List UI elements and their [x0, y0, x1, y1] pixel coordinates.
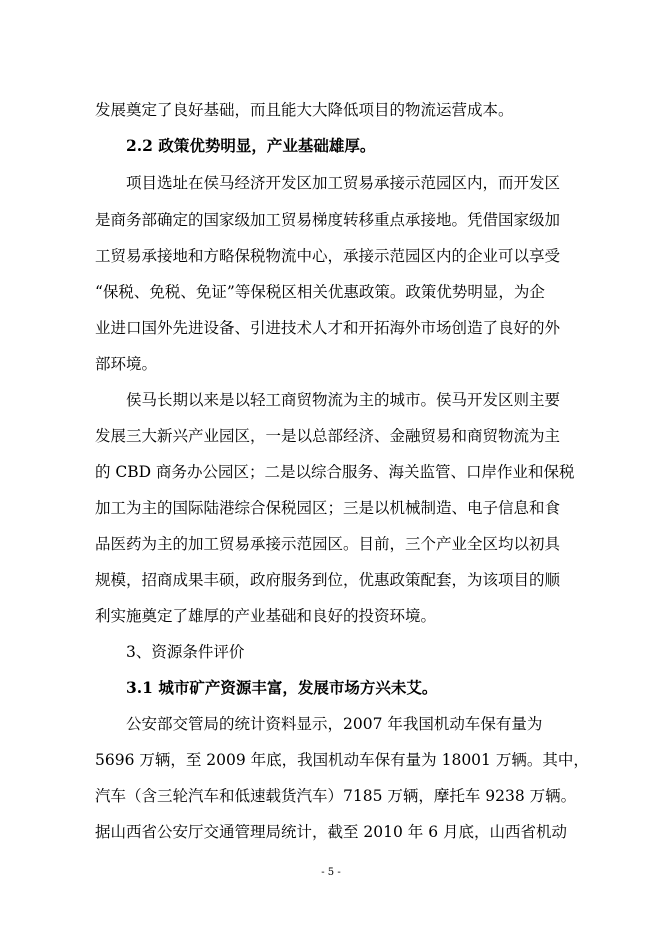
text-line: 业进口国外先进设备、引进技术人才和开拓海外市场创造了良好的外	[95, 319, 561, 337]
text-line: 项目选址在侯马经济开发区加工贸易承接示范园区内，而开发区	[126, 174, 561, 192]
text-line: 利实施奠定了雄厚的产业基础和良好的投资环境。	[95, 607, 437, 625]
text-line: 公安部交管局的统计资料显示，2007 年我国机动车保有量为	[126, 715, 543, 733]
text-line: “保税、免税、免证”等保税区相关优惠政策。政策优势明显，为企	[95, 283, 545, 301]
section-heading: 3、资源条件评价	[126, 643, 245, 661]
text-line: 品医药为主的加工贸易承接示范园区。目前，三个产业全区均以初具	[95, 535, 561, 553]
section-heading: 2.2 政策优势明显，产业基础雄厚。	[126, 136, 376, 155]
text-line: 部环境。	[95, 355, 158, 373]
text-line: 5696 万辆，至 2009 年底，我国机动车保有量为 18001 万辆。其中，	[95, 751, 589, 769]
text-line: 加工为主的国际陆港综合保税园区；三是以机械制造、电子信息和食	[95, 499, 561, 517]
text-line: 发展三大新兴产业园区，一是以总部经济、金融贸易和商贸物流为主	[95, 427, 561, 445]
text-line: 汽车（含三轮汽车和低速载货汽车）7185 万辆，摩托车 9238 万辆。	[95, 787, 577, 805]
text-line: 是商务部确定的国家级加工贸易梯度转移重点承接地。凭借国家级加	[95, 211, 561, 229]
text-line: 的 CBD 商务办公园区；二是以综合服务、海关监管、口岸作业和保税	[95, 463, 575, 481]
page-number: - 5 -	[321, 867, 341, 878]
text-line: 侯马长期以来是以轻工商贸物流为主的城市。侯马开发区则主要	[126, 391, 561, 409]
text-line: 工贸易承接地和方略保税物流中心，承接示范园区内的企业可以享受	[95, 247, 561, 265]
text-line: 发展奠定了良好基础，而且能大大降低项目的物流运营成本。	[95, 101, 514, 119]
subsection-heading: 3.1 城市矿产资源丰富，发展市场方兴未艾。	[126, 678, 438, 697]
text-line: 规模，招商成果丰硕，政府服务到位，优惠政策配套，为该项目的顺	[95, 571, 561, 589]
text-line: 据山西省公安厅交通管理局统计，截至 2010 年 6 月底，山西省机动	[95, 823, 568, 841]
